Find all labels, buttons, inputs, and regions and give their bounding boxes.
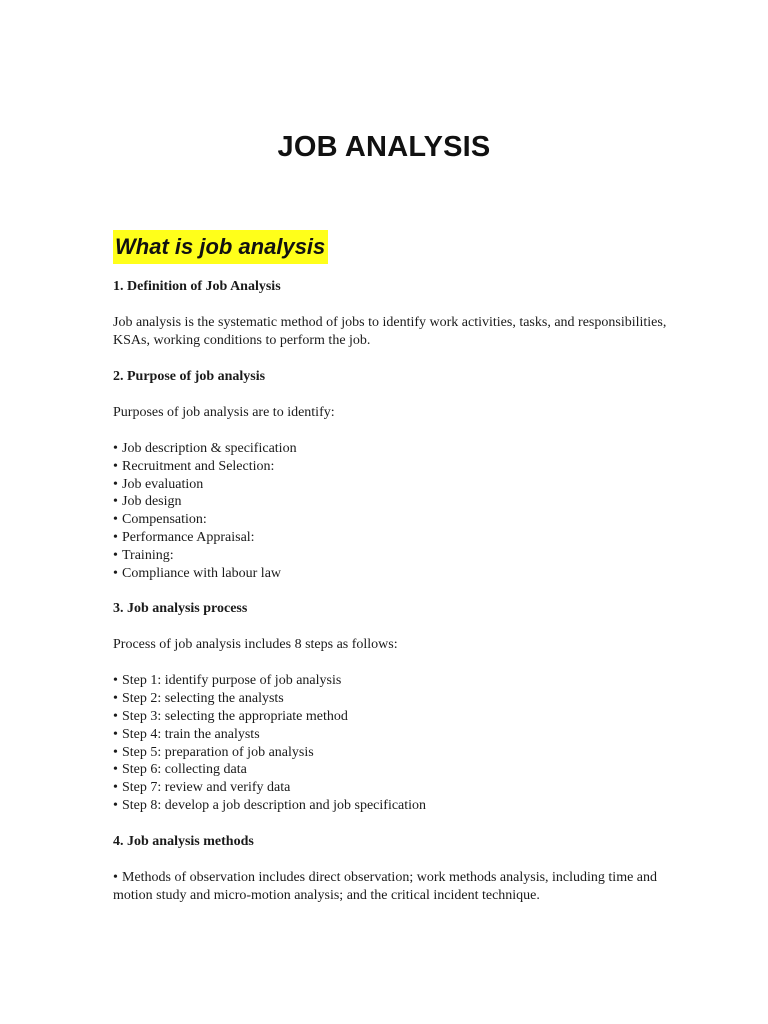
list-item	[113, 476, 673, 494]
list-item	[113, 708, 673, 726]
bullet-mark: •	[113, 494, 118, 510]
purpose-list	[113, 440, 673, 582]
list-item	[113, 547, 673, 565]
bullet-mark: •	[113, 476, 118, 492]
list-item	[113, 744, 673, 762]
list-item	[113, 529, 673, 547]
list-item	[113, 440, 673, 458]
highlighted-heading: What is job analysis	[113, 230, 328, 264]
bullet-mark: •	[113, 529, 118, 545]
definition-paragraph: Job analysis is the systematic method of jobs to identify work activities, tasks, and responsibilities, KSAs, working conditions to perform the job.	[113, 315, 667, 348]
list-item-text: Step 6: collecting data	[122, 762, 247, 778]
list-item-text: Step 2: selecting the analysts	[122, 691, 284, 707]
list-item-text: Job evaluation	[122, 476, 204, 492]
list-item-text: Job design	[122, 494, 182, 510]
list-item	[113, 458, 673, 476]
list-item	[113, 493, 673, 511]
document-body	[113, 278, 673, 905]
bullet-mark: •	[113, 726, 118, 742]
process-steps-list	[113, 672, 673, 814]
methods-paragraph-text: Methods of observation includes direct observation; work methods analysis, including time and motion study and micro-motion analysis; and the critical incident technique.	[113, 869, 658, 903]
list-item-text: Compliance with labour law	[122, 565, 282, 581]
bullet-mark: •	[113, 512, 118, 528]
bullet-mark: •	[113, 691, 118, 707]
section-heading-process: 3. Job analysis process	[113, 601, 248, 617]
bullet-mark: •	[113, 441, 118, 456]
list-item-text: Step 8: develop a job description and job specification	[122, 797, 427, 813]
bullet-mark: •	[113, 547, 118, 563]
list-item	[113, 779, 673, 797]
list-item-text: Job description & specification	[122, 441, 297, 456]
section-heading-purpose: 2. Purpose of job analysis	[113, 369, 266, 384]
section-heading-definition: 1. Definition of Job Analysis	[113, 279, 281, 294]
bullet-mark: •	[113, 797, 118, 813]
bullet-mark: •	[113, 673, 118, 689]
bullet-mark: •	[113, 458, 118, 474]
bullet-mark: •	[113, 780, 118, 796]
purpose-intro: Purposes of job analysis are to identify:	[113, 405, 335, 420]
section-heading-methods: 4. Job analysis methods	[113, 833, 254, 849]
list-item	[113, 690, 673, 708]
bullet-mark: •	[113, 708, 118, 724]
list-item	[113, 726, 673, 744]
list-item-text: Step 7: review and verify data	[122, 780, 291, 796]
list-item-text: Step 4: train the analysts	[122, 726, 260, 742]
list-item-text: Performance Appraisal:	[122, 529, 255, 545]
list-item-text: Training:	[122, 547, 174, 563]
bullet-mark: •	[113, 762, 118, 778]
list-item	[113, 565, 673, 583]
list-item	[113, 797, 673, 815]
list-item	[113, 672, 673, 690]
list-item-text: Compensation:	[122, 512, 207, 528]
bullet-mark: •	[113, 744, 118, 760]
list-item-text: Step 5: preparation of job analysis	[122, 744, 314, 760]
document-title: JOB ANALYSIS	[277, 131, 491, 163]
list-item-text: Recruitment and Selection:	[122, 458, 275, 474]
bullet-mark: •	[113, 869, 118, 885]
bullet-mark: •	[113, 565, 118, 581]
list-item	[113, 761, 673, 779]
list-item-text: Step 3: selecting the appropriate method	[122, 708, 348, 724]
list-item-text: Step 1: identify purpose of job analysis	[122, 673, 342, 689]
process-intro: Process of job analysis includes 8 steps as follows:	[113, 637, 398, 653]
list-item	[113, 511, 673, 529]
methods-paragraph	[113, 869, 673, 905]
